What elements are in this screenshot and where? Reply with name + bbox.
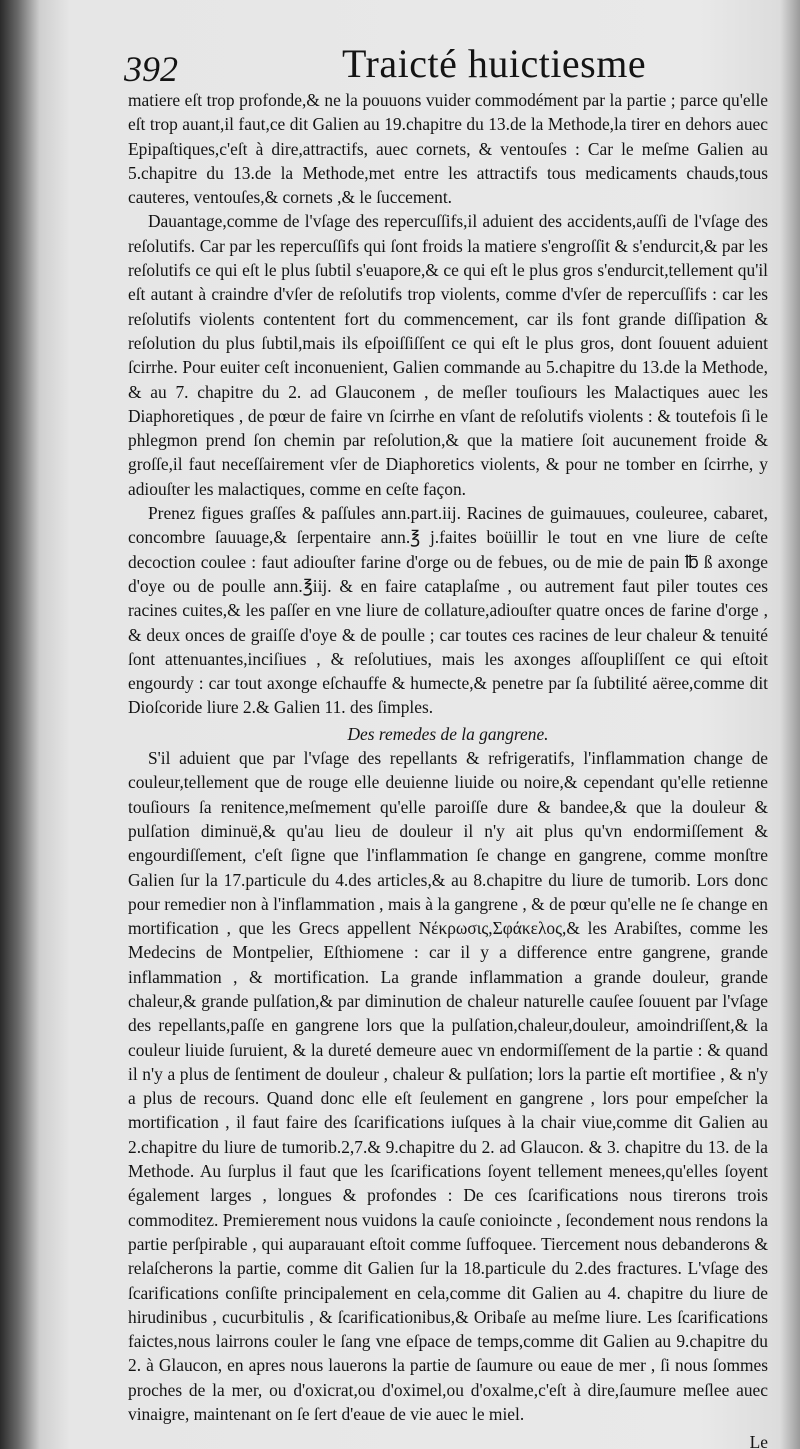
paragraph-recipe: Prenez figues graſſes & paſſules ann.part.iij. Racines de guimauues, couleuree, cabaret, concombre ſauuage,& ſerpentaire ann.℥ j.faites boüillir le tout en vne liure de ceſte decoction coulee : faut adiouſter farine d'orge ou de febues, ou de mie de pain ℔ ß axonge d'oye ou de poulle ann.℥iij. & en faire cataplaſme , ou autrement faut piler toutes ces racines cuites,& les paſſer en vne liure de collature,adiouſter quatre onces de farine d'orge , & deux onces de graiſſe d'oye & de poulle ; car toutes ces racines de leur chaleur & tenuité ſont attenuantes,inciſiues , & reſolutiues, mais les axonges aſſoupliſſent ce qui eſtoit engourdy : car tout axonge eſchauffe & humecte,& penetre par ſa ſubtilité aëree,comme dit Dioſcoride liure 2.& Galien 11. des ſimples. <box>128 503 768 718</box>
paragraph-gangrene: S'il aduient que par l'vſage des repellants & refrigeratifs, l'inflammation change de couleur,tellement que de rouge elle deuienne liuide ou noire,& cependant qu'elle retienne touſiours ſa renitence,meſmement qu'elle paroiſſe dure & bandee,& que la douleur & pulſation diminuë,& qu'au lieu de douleur il n'y ait plus qu'vn endormiſſement & engourdiſſement, c'eſt ſigne que l'inflammation ſe change en gangrene, comme monſtre Galien ſur la 17.particule du 4.des articles,& au 8.chapitre du liure de tumorib. Lors donc pour remedier non à l'inflammation , mais à la gangrene , & de pœur qu'elle ne ſe change en mortification , que les Grecs appellent Νέκρωσις,Σφάκελος,& les Arabiſtes, comme les Medecins de Montpelier, Eſthiomene : car il y a difference entre gangrene, grande inflammation , & mortification. La grande inflammation a grande douleur, grande chaleur,& grande pulſation,& par diminution de chaleur naturelle cauſee ſouuent par l'vſage des repellants,paſſe en gangrene lors que la pulſation,chaleur,douleur, amoindriſſent,& la couleur liuide ſuruient, & la dureté demeure auec vn endormiſſement de la partie : & quand il n'y a plus de ſentiment de douleur , chaleur & pulſation; lors la partie eſt mortifiee , & n'y a plus de recours. Quand donc elle eſt ſeulement en gangrene , lors pour empeſcher la mortification , il faut faire des ſcarifications iuſques à la chair viue,comme dit Galien au 2.chapitre du liure de tumorib.2,7.& 9.chapitre du 2. ad Glaucon. & 3. chapitre du 13. de la Methode. Au ſurplus il faut que les ſcarifications ſoyent tellement menees,qu'elles ſoyent également larges , longues & profondes : De ces ſcarifications nous tirerons trois commoditez. Premierement nous vuidons la cauſe conioincte , ſecondement nous rendons la partie perſpirable , qui auparauant eſtoit comme ſuffoquee. Tiercement nous debanderons & relaſcherons la partie, comme dit Galien ſur la 18.particule du 2.des fractures. L'vſage des ſcarifications conſiſte principalement en cela,comme dit Galien au 4. chapitre du liure de hirudinibus , cucurbitulis , & ſcarificationibus,& Oribaſe au meſme liure. Les ſcarifications faictes,nous lairrons couler le ſang vne eſpace de temps,comme dit Galien au 9.chapitre du 2. à Glaucon, en apres nous lauerons la partie de ſaumure ou eaue de mer , ſi nous ſommes proches de la mer, ou d'oxicrat,ou d'oximel,ou d'oxalme,c'eſt à dire,ſaumure meſlee auec vinaigre, maintenant on ſe ſert d'eaue de vie auec le miel. <box>128 748 768 1425</box>
running-title: Traicté huictiesme <box>342 41 647 86</box>
paragraph-continuation: matiere eſt trop profonde,& ne la pouuons vuider commodément par la partie ; parce qu'elle eſt trop auant,il faut,ce dit Galien au 19.chapitre du 13.de la Methode,la tirer en dehors auec Epipaſtiques,c'eſt à dire,attractifs, auec cornets, & ventouſes : Car le meſme Galien au 5.chapitre du 13.de la Methode,met entre les attractifs tous medicaments chauds,tous cauteres, ventouſes,& cornets ,& le ſuccement. <box>128 90 768 208</box>
section-heading: Des remedes de la gangrene. <box>347 723 549 744</box>
page-header <box>120 34 800 89</box>
text-block <box>128 88 768 1449</box>
page-number: 392 <box>124 49 178 89</box>
catchword: Le <box>749 1432 768 1449</box>
paragraph-resolutifs: Dauantage,comme de l'vſage des repercuſſifs,il aduient des accidents,auſſi de l'vſage des reſolutifs. Car par les repercuſſifs qui ſont froids la matiere s'engroſſit & s'endurcit,& par les reſolutifs ce qui eſt le plus ſubtil s'euapore,& ce qui eſt le plus gros s'endurcit,tellement qu'il eſt autant à craindre d'vſer de reſolutifs trop violents, comme d'vſer de repercuſſifs : car les reſolutifs violents contentent fort du commencement, car ils font grande diſſipation & reſolution du plus ſubtil,mais ils eſpoiſſiſſent ce qui eſt le plus gros, dont ſouuent aduient ſcirrhe. Pour euiter ceſt inconuenient, Galien commande au 5.chapitre du 13.de la Methode, & au 7. chapitre du 2. ad Glauconem , de meſler touſiours les Malactiques auec les Diaphoretiques , de pœur de faire vn ſcirrhe en vſant de reſolutifs violents : & toutefois ſi le phlegmon prend ſon chemin par reſolution,& que la matiere ſoit aucunement froide & groſſe,il faut neceſſairement vſer de Diaphoretics violents, & pour ne tomber en ſcirrhe, y adiouſter les malactiques, comme en ceſte façon. <box>128 211 768 499</box>
